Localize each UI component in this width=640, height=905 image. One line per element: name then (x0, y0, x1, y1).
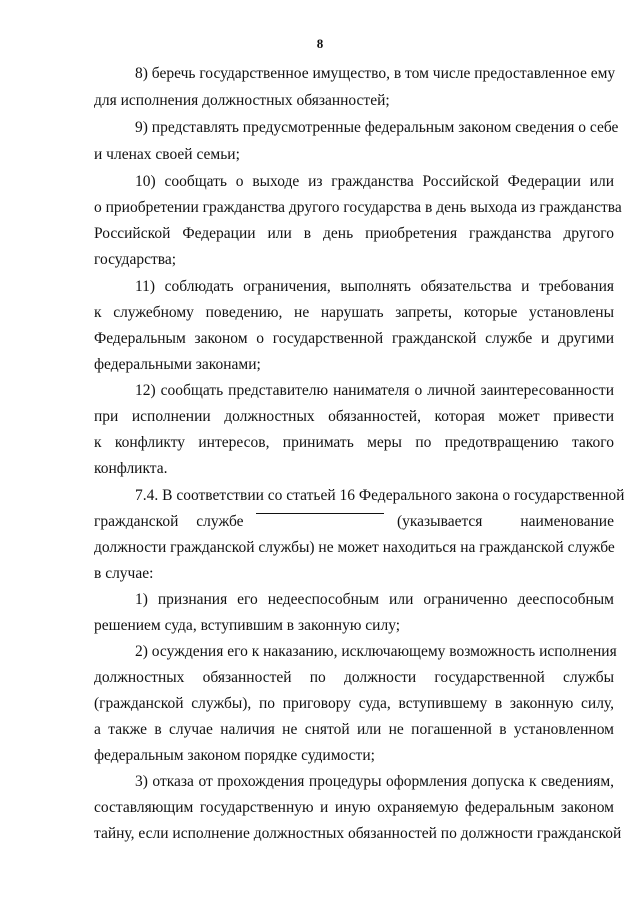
text-line: в случае: (94, 565, 154, 582)
text-line: к служебному поведению, не нарушать запреты, которые установлены (94, 304, 614, 321)
text-line: конфликта. (94, 460, 168, 477)
fill-in-blank (256, 512, 384, 514)
text-line: к конфликту интересов, принимать меры по предотвращению такого (94, 434, 614, 451)
text-line: а также в случае наличия не снятой или не погашенной в установленном (94, 721, 614, 738)
text-line: федеральным законом порядке судимости; (94, 747, 375, 764)
text-line: Российской Федерации или в день приобретения гражданства другого (94, 225, 614, 242)
text-line: должностных обязанностей по должности государственной службы (94, 669, 614, 686)
page-number: 8 (316, 36, 324, 51)
text-line: 1) признания его недееспособным или ограниченно дееспособным (135, 591, 614, 608)
text-line: и членах своей семьи; (94, 146, 240, 163)
text-fragment: гражданской службе (94, 513, 244, 530)
text-line: составляющим государственную и иную охраняемую федеральным законом (94, 799, 614, 816)
text-line: 2) осуждения его к наказанию, исключающему возможность исполнения (135, 643, 617, 660)
text-line: 9) представлять предусмотренные федеральным законом сведения о себе (135, 119, 619, 136)
text-line: решением суда, вступившим в законную силу; (94, 617, 401, 634)
text-line: государства; (94, 251, 177, 268)
text-line: федеральными законами; (94, 356, 261, 373)
text-line: для исполнения должностных обязанностей; (94, 92, 390, 109)
text-line: тайну, если исполнение должностных обязанностей по должности гражданской (94, 825, 622, 842)
text-fragment: (указывается наименование (396, 513, 614, 530)
text-line: 10) сообщать о выходе из гражданства Российской Федерации или (135, 173, 614, 190)
text-line: 12) сообщать представителю нанимателя о личной заинтересованности (135, 382, 614, 399)
text-line: 8) беречь государственное имущество, в том числе предоставленное ему (135, 65, 616, 82)
text-line: 7.4. В соответствии со статьей 16 Федерального закона о государственной (135, 487, 625, 504)
text-line: 3) отказа от прохождения процедуры оформления допуска к сведениям, (135, 773, 614, 790)
text-line: (гражданской службы), по приговору суда, вступившему в законную силу, (94, 695, 614, 712)
text-line: 11) соблюдать ограничения, выполнять обязательства и требования (135, 278, 614, 295)
text-line: должности гражданской службы) не может находиться на гражданской службе (94, 539, 615, 556)
text-line: о приобретении гражданства другого государства в день выхода из гражданства (94, 199, 622, 216)
text-line-with-blank (94, 512, 614, 532)
text-line: при исполнении должностных обязанностей, которая может привести (94, 408, 614, 425)
text-line: Федеральным законом о государственной гражданской службе и другими (94, 330, 614, 347)
